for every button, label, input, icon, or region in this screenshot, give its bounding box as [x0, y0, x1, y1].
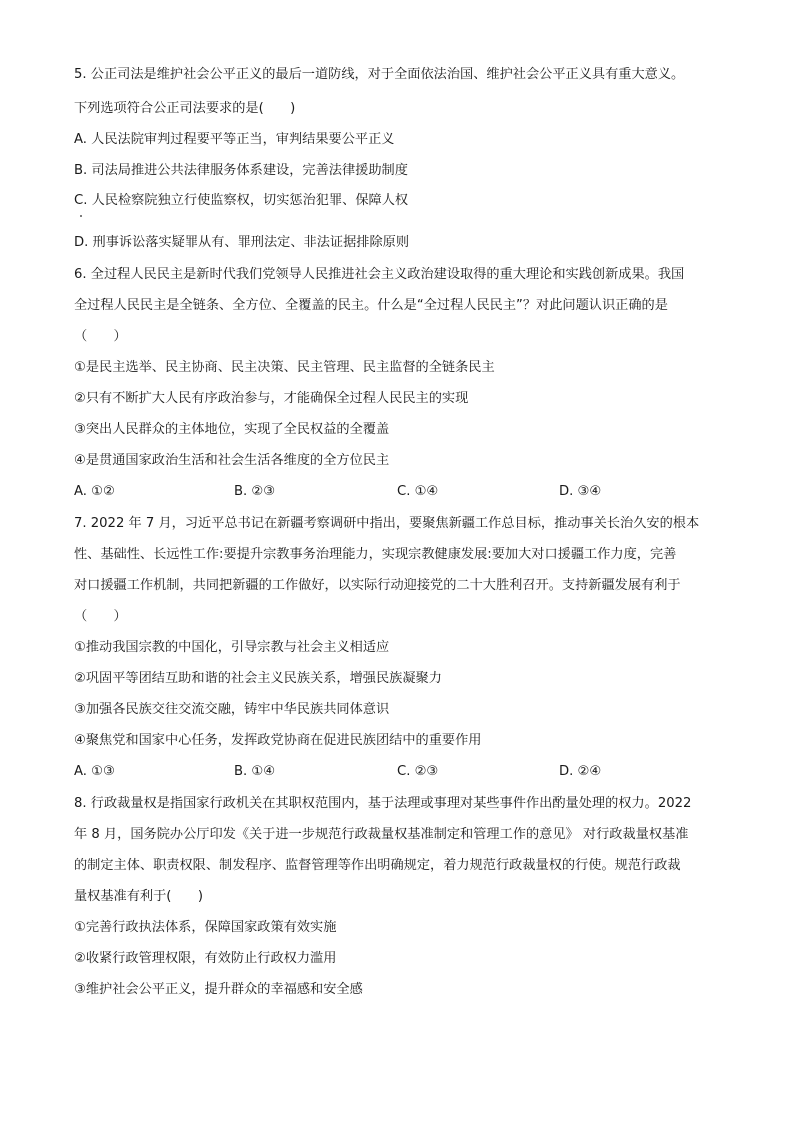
q6-option-a: A. ①② [74, 484, 115, 499]
q8-stem-line3: 的制定主体、职责权限、制发程序、监督管理等作出明确规定，着力规范行政裁量权的行使。规范行政裁 [74, 858, 681, 873]
q7-statement-1: ①推动我国宗教的中国化，引导宗教与社会主义相适应 [74, 640, 390, 655]
q7-option-a: A. ①③ [74, 764, 115, 779]
q6-stem-line1: 6. 全过程人民民主是新时代我们党领导人民推进社会主义政治建设取得的重大理论和实践创新成果。我国 [74, 267, 685, 282]
q6-statement-2: ②只有不断扩大人民有序政治参与，才能确保全过程人民民主的实现 [74, 391, 469, 406]
q7-option-d: D. ②④ [559, 764, 602, 779]
q5-option-b: B. 司法局推进公共法律服务体系建设，完善法律援助制度 [74, 163, 408, 178]
q5-stem-line2: 下列选项符合公正司法要求的是( ) [74, 101, 296, 116]
q6-statement-1: ①是民主选举、民主协商、民主决策、民主管理、民主监督的全链条民主 [74, 360, 495, 375]
q7-statement-2: ②巩固平等团结互助和谐的社会主义民族关系，增强民族凝聚力 [74, 671, 442, 686]
q6-stem-line2: 全过程人民民主是全链条、全方位、全覆盖的民主。什么是“全过程人民民主”？对此问题认识正确的是 [74, 298, 668, 313]
q8-stem-line4: 量权基准有利于( ) [74, 889, 203, 904]
q7-stem-line4: （ ） [74, 609, 127, 624]
q6-statement-3: ③突出人民群众的主体地位，实现了全民权益的全覆盖 [74, 422, 390, 437]
q8-statement-3: ③维护社会公平正义，提升群众的幸福感和安全感 [74, 982, 363, 997]
q7-statement-4: ④聚焦党和国家中心任务，发挥政党协商在促进民族团结中的重要作用 [74, 733, 482, 748]
q8-statement-2: ②收紧行政管理权限，有效防止行政权力滥用 [74, 951, 337, 966]
q7-option-c: C. ②③ [397, 764, 439, 779]
q5-option-c: C. 人民检察院独立行使监察权，切实惩治犯罪、保障人权 [74, 193, 409, 208]
q5-option-d: D. 刑事诉讼落实疑罪从有、罪刑法定、非法证据排除原则 [74, 235, 410, 250]
q7-stem-line3: 对口援疆工作机制，共同把新疆的工作做好，以实际行动迎接党的二十大胜利召开。支持新疆发展有利于 [74, 578, 681, 593]
q7-option-b: B. ①④ [234, 764, 276, 779]
q7-statement-3: ③加强各民族交往交流交融，铸牢中华民族共同体意识 [74, 702, 390, 717]
q7-options [74, 763, 734, 781]
q6-stem-line3: （ ） [74, 329, 127, 344]
q7-stem-line2: 性、基础性、长远性工作:要提升宗教事务治理能力，实现宗教健康发展:要加大对口援疆工作力度，完善 [74, 547, 677, 562]
q5-option-a: A. 人民法院审判过程要平等正当，审判结果要公平正义 [74, 132, 395, 147]
stray-mark [80, 215, 82, 217]
q8-statement-1: ①完善行政执法体系，保障国家政策有效实施 [74, 920, 337, 935]
q6-option-b: B. ②③ [234, 484, 276, 499]
q8-stem-line2: 年 8 月，国务院办公厅印发《关于进一步规范行政裁量权基准制定和管理工作的意见》 对行政裁量权基准 [74, 827, 689, 842]
q6-option-c: C. ①④ [397, 484, 439, 499]
q5-stem-line1: 5. 公正司法是维护社会公平正义的最后一道防线，对于全面依法治国、维护社会公平正义具有重大意义。 [74, 67, 685, 82]
q7-stem-line1: 7. 2022 年 7 月，习近平总书记在新疆考察调研中指出，要聚焦新疆工作总目标，推动事关长治久安的根本 [74, 516, 700, 531]
q8-stem-line1: 8. 行政裁量权是指国家行政机关在其职权范围内，基于法理或事理对某些事件作出酌量处理的权力。2022 [74, 796, 692, 811]
q6-statement-4: ④是贯通国家政治生活和社会生活各维度的全方位民主 [74, 453, 390, 468]
q6-options [74, 483, 734, 501]
q6-option-d: D. ③④ [559, 484, 602, 499]
